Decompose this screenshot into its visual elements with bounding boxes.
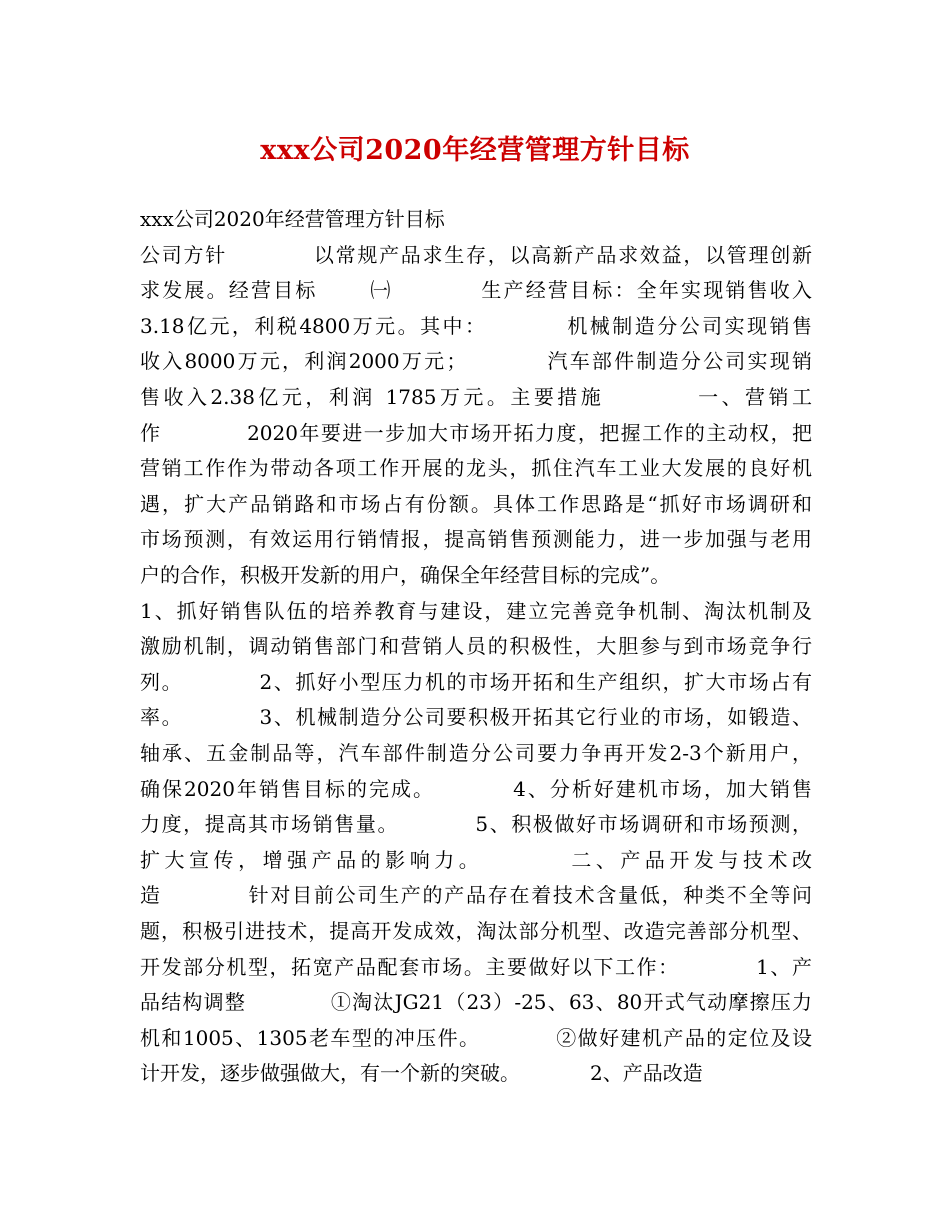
body-line: 扩大宣传，增强产品的影响力。 二、产品开发与技术改 bbox=[140, 847, 812, 872]
body-line: 率。 3、机械制造分公司要积极开拓其它行业的市场，如锻造、 bbox=[140, 705, 812, 730]
body-line: 轴承、五金制品等，汽车部件制造分公司要力争再开发2-3个新用户， bbox=[140, 741, 812, 765]
body-line: 求发展。经营目标 ㈠ 生产经营目标：全年实现销售收入 bbox=[140, 278, 812, 303]
body-line: xxx公司2020年经营管理方针目标 bbox=[140, 207, 445, 231]
body-line: 题，积极引进技术，提高开发成效，淘汰部分机型、改造完善部分机型、 bbox=[140, 919, 812, 943]
body-line: 造 针对目前公司生产的产品存在着技术含量低，种类不全等问 bbox=[140, 883, 812, 908]
body-line: 售收入2.38亿元，利润 1785万元。主要措施 一、营销工 bbox=[140, 385, 812, 409]
body-line: 遇，扩大产品销路和市场占有份额。具体工作思路是“抓好市场调研和 bbox=[140, 491, 812, 516]
body-line: 品结构调整 ①淘汰JG21（23）-25、63、80开式气动摩擦压力 bbox=[140, 990, 812, 1015]
document-title: xxx公司2020年经营管理方针目标 bbox=[260, 135, 690, 166]
body-line: 营销工作作为带动各项工作开展的龙头，抓住汽车工业大发展的良好机 bbox=[140, 456, 812, 481]
body-line: 公司方针 以常规产品求生存，以高新产品求效益，以管理创新 bbox=[140, 242, 812, 267]
body-line: 作 2020年要进一步加大市场开拓力度，把握工作的主动权，把 bbox=[140, 420, 812, 445]
body-line: 市场预测，有效运用行销情报，提高销售预测能力，进一步加强与老用 bbox=[140, 527, 812, 552]
body-line: 收入8000万元，利润2000万元； 汽车部件制造分公司实现销 bbox=[140, 349, 812, 374]
body-line: 激励机制，调动销售部门和营销人员的积极性，大胆参与到市场竞争行 bbox=[140, 634, 812, 659]
body-line: 开发部分机型，拓宽产品配套市场。主要做好以下工作： 1、产 bbox=[140, 954, 812, 979]
body-line: 力度，提高其市场销售量。 5、积极做好市场调研和市场预测， bbox=[140, 812, 812, 837]
body-line: 计开发，逐步做强做大，有一个新的突破。 2、产品改造 bbox=[140, 1061, 703, 1086]
body-line: 1、抓好销售队伍的培养教育与建设，建立完善竞争机制、淘汰机制及 bbox=[140, 598, 812, 623]
body-line: 机和1005、1305老车型的冲压件。 ②做好建机产品的定位及设 bbox=[140, 1025, 812, 1050]
body-line: 3.18亿元，利税4800万元。其中： 机械制造分公司实现销售 bbox=[140, 313, 812, 338]
body-line: 列。 2、抓好小型压力机的市场开拓和生产组织，扩大市场占有 bbox=[140, 669, 812, 694]
body-line: 户的合作，积极开发新的用户，确保全年经营目标的完成”。 bbox=[140, 563, 671, 587]
body-line: 确保2020年销售目标的完成。 4、分析好建机市场，加大销售 bbox=[140, 776, 812, 801]
